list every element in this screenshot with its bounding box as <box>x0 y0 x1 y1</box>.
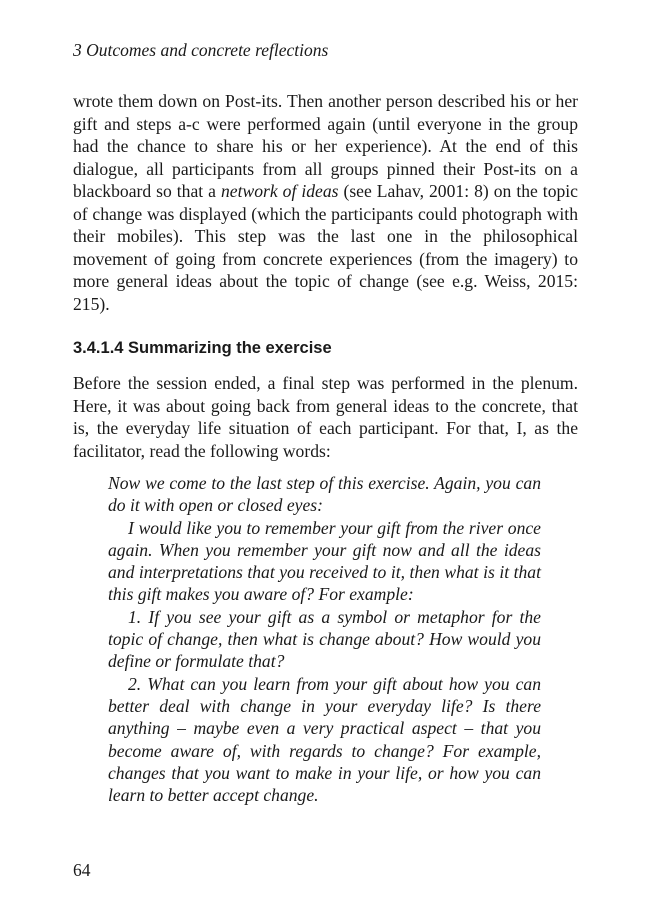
quote-item-1: 1. If you see your gift as a symbol or metaphor for the topic of change, then what is change about? How would you define or formulate that? <box>108 606 541 672</box>
paragraph-1-text-start: wrote them down on Post-its. Then another person described his or her gift and steps a-c were performed again (until everyone in the group had the chance to share his or her experience). At the end of this dialogue, all participants from all groups pinned their Post-its on a blackboard so that a <box>73 91 578 201</box>
quote-paragraph-intro: Now we come to the last step of this exercise. Again, you can do it with open or closed eyes: <box>108 473 541 516</box>
body-paragraph-1 <box>73 90 578 315</box>
running-header: 3 Outcomes and concrete reflections <box>73 40 329 60</box>
section-heading: 3.4.1.4 Summarizing the exercise <box>73 339 332 357</box>
paragraph-1-text-end: (see Lahav, 2001: 8) on the topic of change was displayed (which the participants could photograph with their mobiles). This step was the last one in the philosophical movement of going from concrete experiences (from the imagery) to more general ideas about the topic of change (see e.g. Weiss, 2015: 215). <box>73 181 578 314</box>
page-number: 64 <box>73 860 91 880</box>
paragraph-1-italic-term: network of ideas <box>220 181 339 201</box>
body-paragraph-2: Before the session ended, a final step was performed in the plenum. Here, it was about going back from general ideas to the concrete, that is, the everyday life situation of each participant. For that, I, as the facilitator, read the following words: <box>73 373 578 461</box>
quote-paragraph-remember: I would like you to remember your gift from the river once again. When you remember your gift now and all the ideas and interpretations that you received to it, then what is it that this gift makes you aware of? For example: <box>108 517 541 605</box>
quote-item-2: 2. What can you learn from your gift about how you can better deal with change in your everyday life? Is there anything – maybe even a very practical aspect – that you become aware of, with regards to change? For example, changes that you want to make in your life, or how you can learn to better accept change. <box>108 673 541 806</box>
block-quote <box>108 472 541 806</box>
